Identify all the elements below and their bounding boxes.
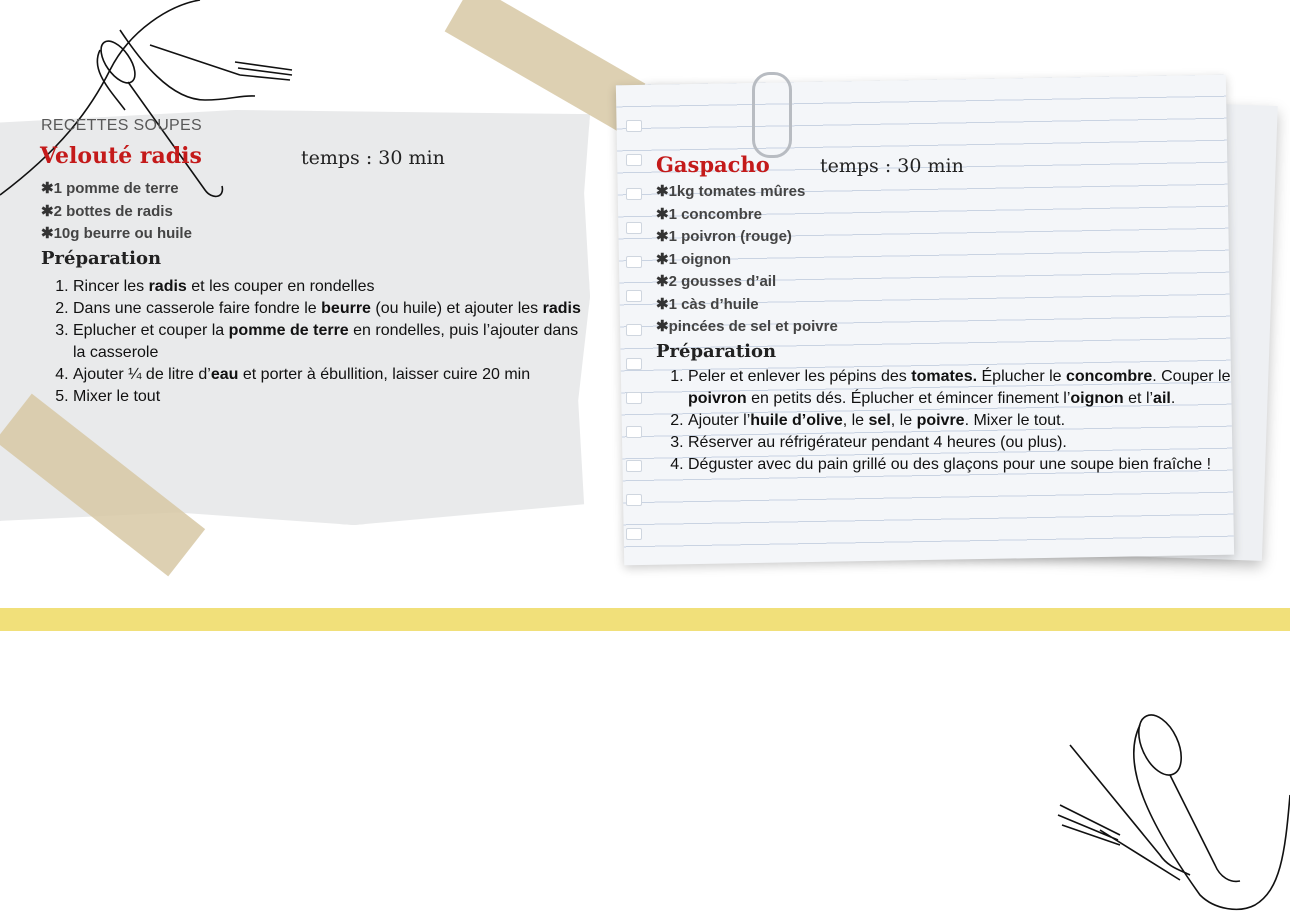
step-text: (ou huile) et ajouter les (370, 300, 543, 317)
step-text: poivre (916, 412, 965, 429)
step-text: Rincer les (73, 278, 149, 295)
step-text: Eplucher et couper la (73, 322, 229, 339)
preparation-step (688, 432, 1286, 454)
step-text: Éplucher le (977, 368, 1066, 385)
preparation-step (688, 454, 1286, 476)
step-text: Mixer le tout (73, 388, 161, 405)
ingredient-item: ✱ 1kg tomates mûres (656, 181, 838, 204)
step-text: en petits dés. Éplucher et émincer finement l’ (746, 390, 1071, 407)
step-text: . (1170, 390, 1176, 407)
step-text: et porter à ébullition, laisser cuire 20 min (238, 366, 531, 383)
step-text: radis (542, 300, 581, 317)
step-text: concombre (1065, 368, 1153, 385)
step-text: oignon (1070, 390, 1124, 407)
step-text: Déguster avec du pain grillé ou des glaçons pour une soupe bien fraîche ! (688, 456, 1212, 473)
step-text: , le (890, 412, 917, 429)
ingredient-item: ✱ 1 pomme de terre (41, 178, 192, 201)
yellow-divider-band (0, 608, 1290, 631)
ingredient-item: ✱ 1 poivron (rouge) (656, 226, 838, 249)
ingredient-item: ✱ 10g beurre ou huile (41, 223, 192, 246)
paperclip-icon (752, 72, 792, 158)
preparation-step (73, 320, 593, 364)
recipe-time: temps : 30 min (820, 155, 964, 177)
cutlery-icon (1040, 705, 1290, 913)
notebook-holes (626, 120, 642, 560)
ingredient-item: ✱ 1 càs d’huile (656, 294, 838, 317)
step-text: et l’ (1123, 390, 1154, 407)
preparation-step (73, 364, 593, 386)
step-text: Dans une casserole faire fondre le (73, 300, 322, 317)
step-text: et les couper en rondelles (186, 278, 375, 295)
preparation-step (73, 276, 593, 298)
step-text: radis (148, 278, 187, 295)
step-text: Peler et enlever les pépins des (688, 368, 912, 385)
ingredient-item: ✱ 2 bottes de radis (41, 201, 192, 224)
step-text: tomates. (911, 368, 978, 385)
preparation-step (73, 386, 593, 408)
ingredient-list (41, 178, 192, 246)
step-text: Ajouter ¼ de litre d’ (73, 366, 211, 383)
recipe-time: temps : 30 min (301, 147, 445, 169)
step-text: . Couper le (1152, 368, 1231, 385)
preparation-heading: Préparation (656, 341, 777, 362)
step-text: beurre (321, 300, 371, 317)
step-text: en rondelles, puis l’ajouter dans la casserole (73, 322, 579, 361)
recipe-title: Velouté radis (40, 143, 202, 169)
section-kicker: RECETTES SOUPES (41, 117, 202, 134)
step-text: poivron (688, 390, 747, 407)
step-text: eau (210, 366, 239, 383)
ingredient-item: ✱ pincées de sel et poivre (656, 316, 838, 339)
recipe-title: Gaspacho (656, 152, 770, 177)
step-text: Réserver au réfrigérateur pendant 4 heures (ou plus). (688, 434, 1067, 451)
preparation-steps (41, 276, 593, 408)
step-text: ail (1153, 390, 1171, 407)
ingredient-item: ✱ 1 oignon (656, 249, 838, 272)
step-text: huile d’olive (750, 412, 843, 429)
ingredient-item: ✱ 1 concombre (656, 204, 838, 227)
preparation-heading: Préparation (41, 248, 162, 269)
step-text: . Mixer le tout. (964, 412, 1066, 429)
step-text: Ajouter l’ (688, 412, 751, 429)
preparation-step (73, 298, 593, 320)
preparation-steps (656, 366, 1286, 476)
ingredient-list (656, 181, 838, 339)
tape-decoration (445, 0, 646, 131)
step-text: pomme de terre (228, 322, 349, 339)
ingredient-item: ✱ 2 gousses d’ail (656, 271, 838, 294)
preparation-step (688, 410, 1286, 432)
step-text: , le (842, 412, 869, 429)
step-text: sel (868, 412, 891, 429)
preparation-step (688, 366, 1286, 410)
